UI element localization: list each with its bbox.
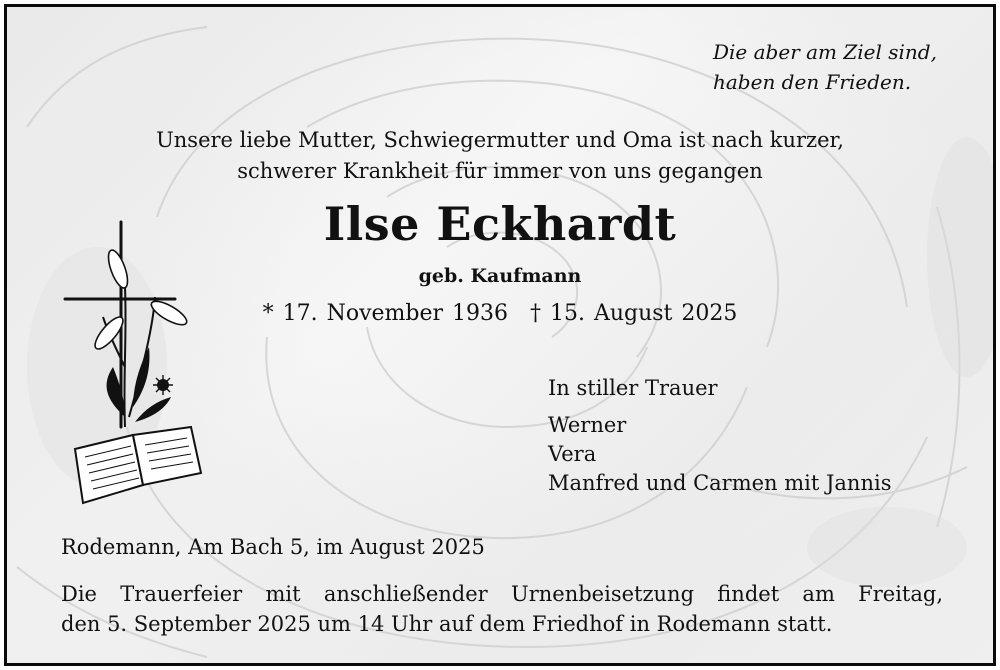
service-line: den 5. September 2025 um 14 Uhr auf dem Friedhof in Rodemann statt. [61, 612, 833, 636]
mourner-name: Manfred und Carmen mit Jannis [548, 471, 892, 495]
quote-line: Die aber am Ziel sind, [713, 40, 937, 64]
mourner-name: Werner [548, 413, 627, 437]
mourner-name: Vera [548, 442, 597, 466]
death-date: † 15. August 2025 [529, 301, 738, 326]
maiden-name: geb. Kaufmann [418, 265, 582, 287]
birth-date: * 17. November 1936 [262, 301, 508, 326]
funeral-service-info [61, 579, 943, 639]
mourners-list [548, 411, 891, 498]
cross-wheat-bible-icon [63, 217, 213, 507]
obituary-card [4, 4, 996, 666]
epigraph-quote [713, 37, 937, 97]
service-line: Die Trauerfeier mit anschließender Urnenbeisetzung findet am Freitag, [61, 582, 943, 606]
quote-line: haben den Frieden. [713, 70, 912, 94]
place-and-date: Rodemann, Am Bach 5, im August 2025 [61, 535, 485, 559]
intro-text [7, 125, 993, 187]
intro-line: Unsere liebe Mutter, Schwiegermutter und Oma ist nach kurzer, [156, 128, 844, 152]
intro-line: schwerer Krankheit für immer von uns gegangen [237, 159, 763, 183]
mourning-heading: In stiller Trauer [548, 376, 718, 400]
deceased-name: Ilse Eckhardt [323, 197, 677, 251]
